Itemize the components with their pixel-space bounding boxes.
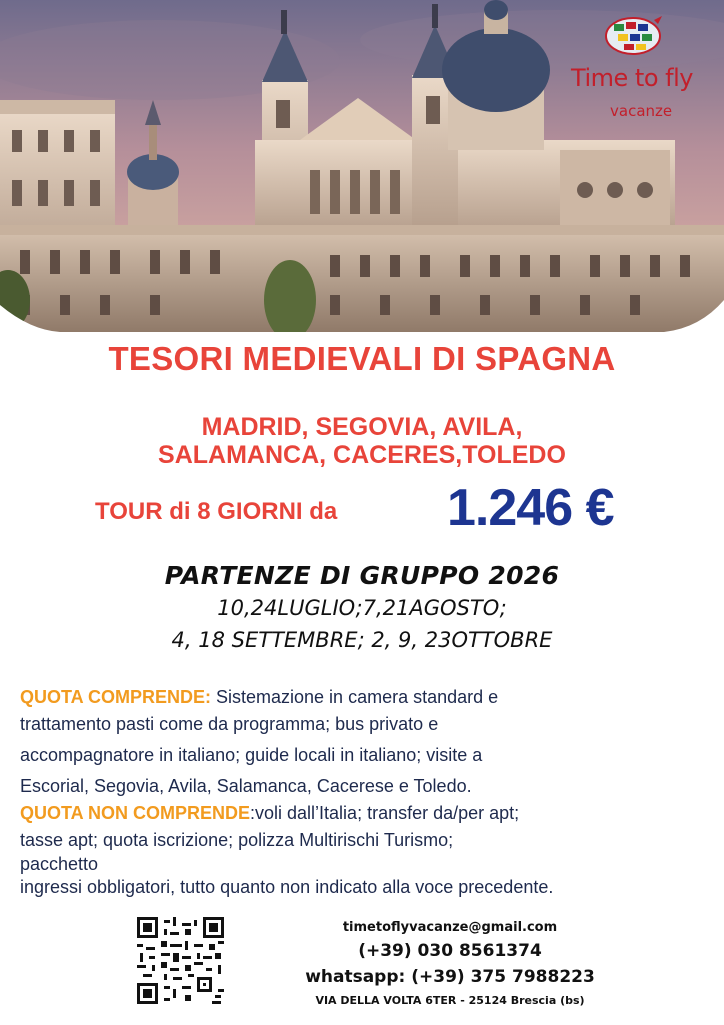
includes-line: trattamento pasti come da programma; bus privato e xyxy=(20,714,439,734)
phone-number[interactable]: (+39) 030 8561374 xyxy=(358,941,542,961)
departures-block xyxy=(0,560,724,656)
excludes-line: ingressi obbligatori, tutto quanto non indicato alla voce precedente. xyxy=(20,877,554,897)
address: VIA DELLA VOLTA 6TER - 25124 Brescia (bs) xyxy=(315,994,585,1007)
brand-logo xyxy=(552,10,702,120)
email-link[interactable]: timetoflyvacanze@gmail.com xyxy=(342,920,558,935)
qr-code-icon[interactable] xyxy=(137,917,224,1004)
tour-duration: TOUR di 8 GIORNI da xyxy=(95,498,338,525)
tour-title: TESORI MEDIEVALI DI SPAGNA xyxy=(108,340,616,377)
cities-line: SALAMANCA, CACERES,TOLEDO xyxy=(158,441,566,469)
tour-price: 1.246 € xyxy=(447,479,614,537)
excludes-line xyxy=(20,800,720,827)
includes-text: Sistemazione in camera standard e xyxy=(211,687,499,707)
cities-line: MADRID, SEGOVIA, AVILA, xyxy=(201,413,523,441)
includes-label: QUOTA COMPRENDE: xyxy=(20,687,211,707)
excludes-text: :voli dall’Italia; transfer da/per apt; xyxy=(250,803,520,823)
logo-subtitle: vacanze xyxy=(610,102,673,120)
logo-name: Time to fly xyxy=(571,64,693,92)
includes-line: accompagnatore in italiano; guide locali in italiano; visite a xyxy=(20,745,483,765)
includes-line xyxy=(20,684,720,711)
departures-title: PARTENZE DI GRUPPO 2026 xyxy=(164,561,560,590)
includes-line: Escorial, Segovia, Avila, Salamanca, Cacerese e Toledo. xyxy=(20,776,472,796)
departures-dates: 4, 18 SETTEMBRE; 2, 9, 23OTTOBRE xyxy=(171,628,553,652)
excludes-line: pacchetto xyxy=(20,854,99,874)
whatsapp-number[interactable]: whatsapp: (+39) 375 7988223 xyxy=(305,967,595,987)
excludes-line: tasse apt; quota iscrizione; polizza Multirischi Turismo; xyxy=(20,830,454,850)
cities-list xyxy=(0,413,724,469)
contact-info xyxy=(290,918,610,1012)
departures-dates: 10,24LUGLIO;7,21AGOSTO; xyxy=(217,596,507,620)
globe-flags-icon xyxy=(604,14,662,58)
quote-info xyxy=(20,684,720,901)
excludes-label: QUOTA NON COMPRENDE xyxy=(20,803,251,823)
